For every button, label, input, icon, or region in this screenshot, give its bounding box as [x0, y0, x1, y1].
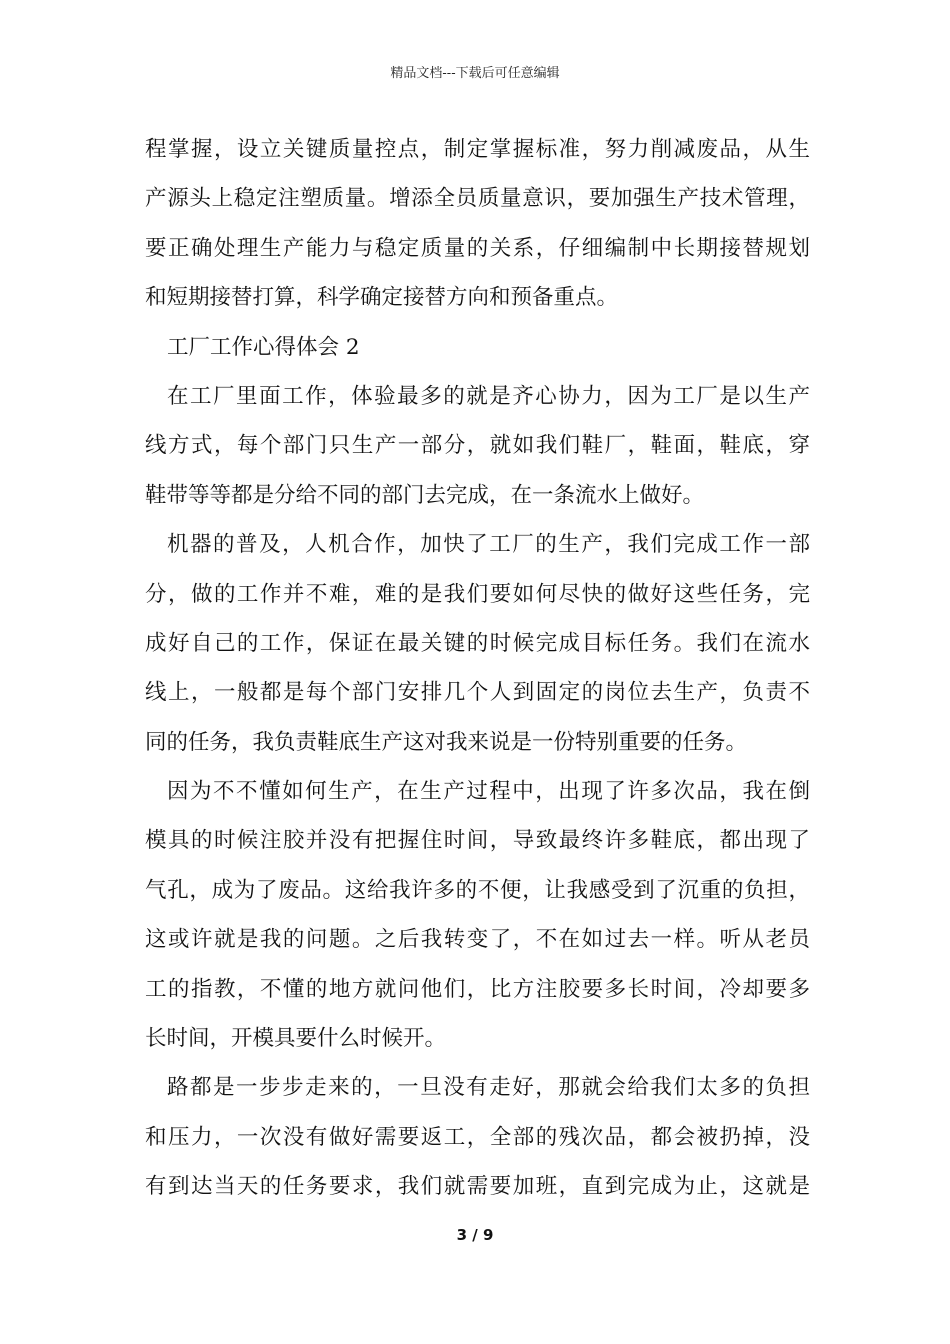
text-line: 在工厂里面工作，体验最多的就是齐心协力，因为工厂是以生产 [167, 383, 810, 409]
text-line: 鞋带等等都是分给不同的部门去完成，在一条流水上做好。 [145, 482, 705, 508]
text-line: 和短期接替打算，科学确定接替方向和预备重点。 [145, 285, 619, 311]
text-line: 线上，一般都是每个部门安排几个人到固定的岗位去生产，负责不 [145, 680, 810, 706]
text-line: 程掌握，设立关键质量控点，制定掌握标准，努力削减废品，从生 [145, 137, 810, 162]
text-line: 产源头上稳定注塑质量。增添全员质量意识，要加强生产技术管理， [145, 186, 810, 212]
page-number: 3 / 9 [456, 1226, 494, 1244]
text-line: 因为不不懂如何生产，在生产过程中，出现了许多次品，我在倒 [167, 779, 810, 805]
page-header: 精品文档---下载后可任意编辑 [390, 66, 560, 81]
section-heading: 工厂工作心得体会 2 [167, 334, 360, 360]
document-body [145, 125, 810, 1212]
text-line: 同的任务，我负责鞋底生产这对我来说是一份特别重要的任务。 [145, 729, 748, 755]
text-line: 线方式，每个部门只生产一部分，就如我们鞋厂，鞋面，鞋底，穿 [145, 433, 810, 459]
text-line: 工的指教，不懂的地方就问他们，比方注胶要多长时间，冷却要多 [145, 976, 810, 1002]
text-line: 和压力，一次没有做好需要返工，全部的残次品，都会被扔掉，没 [145, 1124, 810, 1150]
text-line: 有到达当天的任务要求，我们就需要加班，直到完成为止，这就是 [145, 1174, 810, 1200]
text-line: 长时间，开模具要什么时候开。 [145, 1026, 447, 1052]
text-line: 模具的时候注胶并没有把握住时间，导致最终许多鞋底，都出现了 [145, 828, 810, 854]
text-line: 这或许就是我的问题。之后我转变了，不在如过去一样。听从老员 [145, 927, 810, 953]
text-line: 路都是一步步走来的，一旦没有走好，那就会给我们太多的负担 [167, 1075, 810, 1101]
text-line: 机器的普及，人机合作，加快了工厂的生产，我们完成工作一部 [167, 532, 810, 558]
text-line: 气孔，成为了废品。这给我许多的不便，让我感受到了沉重的负担， [145, 877, 810, 903]
text-line: 成好自己的工作，保证在最关键的时候完成目标任务。我们在流水 [145, 630, 810, 656]
text-line: 分，做的工作并不难，难的是我们要如何尽快的做好这些任务，完 [145, 581, 810, 607]
text-line: 要正确处理生产能力与稳定质量的关系，仔细编制中长期接替规划 [145, 235, 810, 261]
